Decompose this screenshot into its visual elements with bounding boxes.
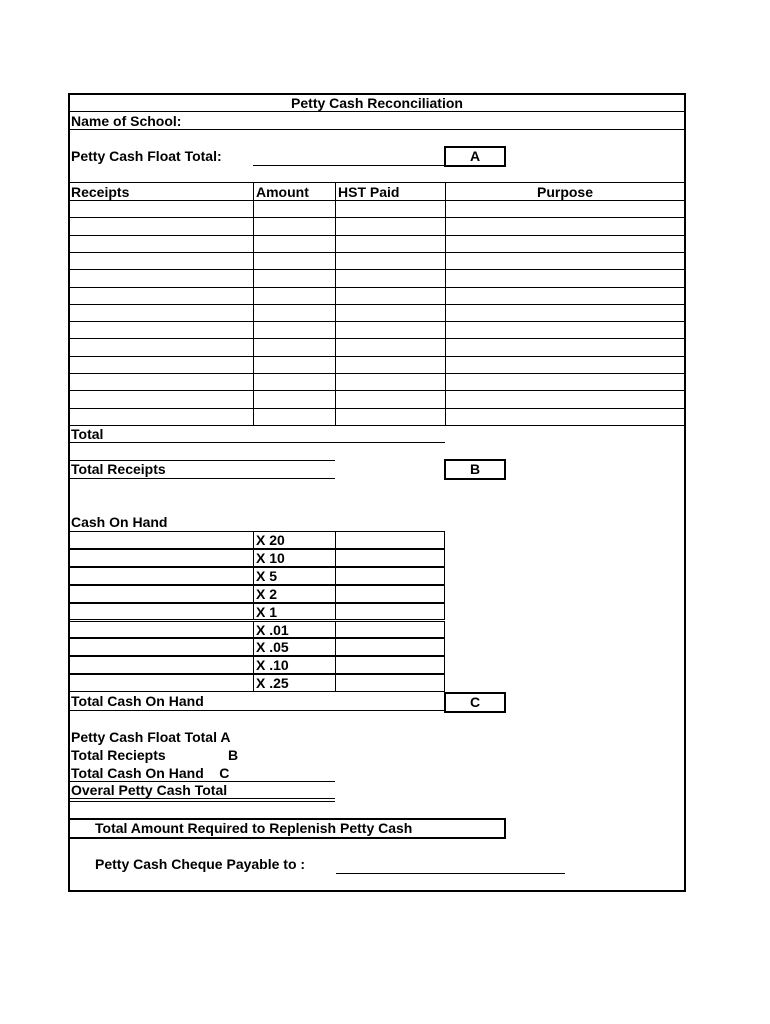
total-label: Total bbox=[71, 426, 104, 442]
header-amount: Amount bbox=[256, 184, 309, 200]
denomination-label: X 2 bbox=[253, 585, 335, 603]
receipt-cell[interactable] bbox=[335, 321, 445, 338]
table-bottom bbox=[68, 425, 686, 426]
receipt-cell[interactable] bbox=[68, 356, 253, 373]
cash-count-cell[interactable] bbox=[68, 638, 253, 656]
receipt-cell[interactable] bbox=[445, 252, 686, 269]
total-cash-on-hand-label: Total Cash On Hand bbox=[71, 693, 204, 709]
cheque-payable-label: Petty Cash Cheque Payable to : bbox=[95, 856, 306, 872]
receipt-cell[interactable] bbox=[68, 408, 253, 425]
title-divider bbox=[68, 111, 686, 112]
cash-amount-cell[interactable] bbox=[335, 603, 445, 621]
receipt-cell[interactable] bbox=[253, 408, 335, 425]
receipt-cell[interactable] bbox=[335, 338, 445, 355]
cheque-payable-field[interactable] bbox=[336, 873, 565, 874]
float-total-field[interactable] bbox=[253, 165, 445, 166]
receipt-cell[interactable] bbox=[335, 408, 445, 425]
header-hst-paid: HST Paid bbox=[338, 184, 400, 200]
header-receipts: Receipts bbox=[71, 184, 130, 200]
summary-double-underline-2 bbox=[68, 801, 335, 802]
receipt-cell[interactable] bbox=[445, 304, 686, 321]
total-cash-underline bbox=[68, 710, 445, 711]
column-divider bbox=[445, 182, 446, 425]
denomination-label: X .01 bbox=[253, 621, 335, 639]
receipt-cell[interactable] bbox=[335, 235, 445, 252]
denomination-label: X .25 bbox=[253, 674, 335, 692]
cash-amount-cell[interactable] bbox=[335, 621, 445, 639]
receipt-cell[interactable] bbox=[445, 338, 686, 355]
receipt-cell[interactable] bbox=[335, 200, 445, 217]
receipt-cell[interactable] bbox=[68, 287, 253, 304]
summary-double-underline-1 bbox=[68, 798, 335, 799]
receipt-cell[interactable] bbox=[445, 390, 686, 407]
receipt-cell[interactable] bbox=[253, 217, 335, 234]
box-c: C bbox=[444, 692, 506, 713]
table-top bbox=[68, 182, 686, 183]
receipt-cell[interactable] bbox=[445, 200, 686, 217]
total-receipts-label: Total Receipts bbox=[71, 461, 166, 477]
cash-count-cell[interactable] bbox=[68, 549, 253, 567]
summary-code-b: B bbox=[228, 747, 239, 763]
cash-amount-cell[interactable] bbox=[335, 674, 445, 692]
receipt-cell[interactable] bbox=[253, 338, 335, 355]
receipt-cell[interactable] bbox=[445, 217, 686, 234]
receipt-cell[interactable] bbox=[68, 235, 253, 252]
receipt-cell[interactable] bbox=[335, 269, 445, 286]
replenish-label: Total Amount Required to Replenish Petty Cash bbox=[95, 820, 413, 836]
receipt-cell[interactable] bbox=[335, 356, 445, 373]
receipt-cell[interactable] bbox=[253, 373, 335, 390]
receipt-cell[interactable] bbox=[253, 269, 335, 286]
header-purpose: Purpose bbox=[536, 184, 593, 200]
receipt-cell[interactable] bbox=[253, 252, 335, 269]
cash-count-cell[interactable] bbox=[68, 531, 253, 549]
cash-count-cell[interactable] bbox=[68, 674, 253, 692]
receipt-cell[interactable] bbox=[68, 373, 253, 390]
summary-float-total: Petty Cash Float Total A bbox=[71, 729, 231, 745]
receipt-cell[interactable] bbox=[335, 252, 445, 269]
receipt-cell[interactable] bbox=[253, 304, 335, 321]
receipt-cell[interactable] bbox=[445, 321, 686, 338]
cash-amount-cell[interactable] bbox=[335, 656, 445, 674]
summary-overall-total: Overal Petty Cash Total bbox=[71, 782, 228, 798]
float-total-label: Petty Cash Float Total: bbox=[71, 148, 222, 164]
cash-amount-cell[interactable] bbox=[335, 549, 445, 567]
receipt-cell[interactable] bbox=[68, 200, 253, 217]
denomination-label: X .10 bbox=[253, 656, 335, 674]
receipt-cell[interactable] bbox=[68, 321, 253, 338]
receipt-cell[interactable] bbox=[68, 390, 253, 407]
receipt-cell[interactable] bbox=[68, 338, 253, 355]
receipt-cell[interactable] bbox=[253, 200, 335, 217]
cash-count-cell[interactable] bbox=[68, 621, 253, 639]
receipt-cell[interactable] bbox=[445, 408, 686, 425]
denomination-label: X 20 bbox=[253, 531, 335, 549]
name-of-school-label: Name of School: bbox=[71, 113, 182, 129]
cash-amount-cell[interactable] bbox=[335, 531, 445, 549]
denomination-label: X 1 bbox=[253, 603, 335, 621]
receipt-cell[interactable] bbox=[68, 252, 253, 269]
cash-count-cell[interactable] bbox=[68, 603, 253, 621]
cash-count-cell[interactable] bbox=[68, 585, 253, 603]
denomination-label: X 10 bbox=[253, 549, 335, 567]
receipt-cell[interactable] bbox=[68, 217, 253, 234]
receipt-cell[interactable] bbox=[68, 269, 253, 286]
denomination-label: X .05 bbox=[253, 638, 335, 656]
receipt-cell[interactable] bbox=[445, 235, 686, 252]
box-a: A bbox=[444, 146, 506, 167]
denomination-label: X 5 bbox=[253, 567, 335, 585]
receipt-cell[interactable] bbox=[68, 304, 253, 321]
cash-amount-cell[interactable] bbox=[335, 638, 445, 656]
receipt-cell[interactable] bbox=[445, 287, 686, 304]
receipt-cell[interactable] bbox=[335, 390, 445, 407]
receipt-cell[interactable] bbox=[253, 287, 335, 304]
column-divider bbox=[335, 182, 336, 425]
receipt-cell[interactable] bbox=[253, 321, 335, 338]
receipt-cell[interactable] bbox=[335, 304, 445, 321]
form-title: Petty Cash Reconciliation bbox=[291, 95, 463, 111]
receipt-cell[interactable] bbox=[335, 373, 445, 390]
cash-amount-cell[interactable] bbox=[335, 585, 445, 603]
box-b: B bbox=[444, 459, 506, 480]
cash-count-cell[interactable] bbox=[68, 656, 253, 674]
receipt-cell[interactable] bbox=[335, 217, 445, 234]
school-divider bbox=[68, 129, 686, 130]
total-receipts-underline bbox=[68, 478, 335, 479]
cash-on-hand-label: Cash On Hand bbox=[71, 514, 168, 530]
receipt-cell[interactable] bbox=[445, 356, 686, 373]
receipt-cell[interactable] bbox=[335, 287, 445, 304]
receipt-cell[interactable] bbox=[445, 373, 686, 390]
column-divider bbox=[253, 182, 254, 425]
cash-count-cell[interactable] bbox=[68, 567, 253, 585]
receipt-cell[interactable] bbox=[253, 235, 335, 252]
receipt-cell[interactable] bbox=[253, 356, 335, 373]
cash-amount-cell[interactable] bbox=[335, 567, 445, 585]
total-underline bbox=[68, 442, 445, 443]
receipt-cell[interactable] bbox=[445, 269, 686, 286]
receipt-cell[interactable] bbox=[253, 390, 335, 407]
summary-total-receipts: Total Reciepts bbox=[71, 747, 166, 763]
summary-total-cash: Total Cash On Hand C bbox=[71, 765, 230, 781]
